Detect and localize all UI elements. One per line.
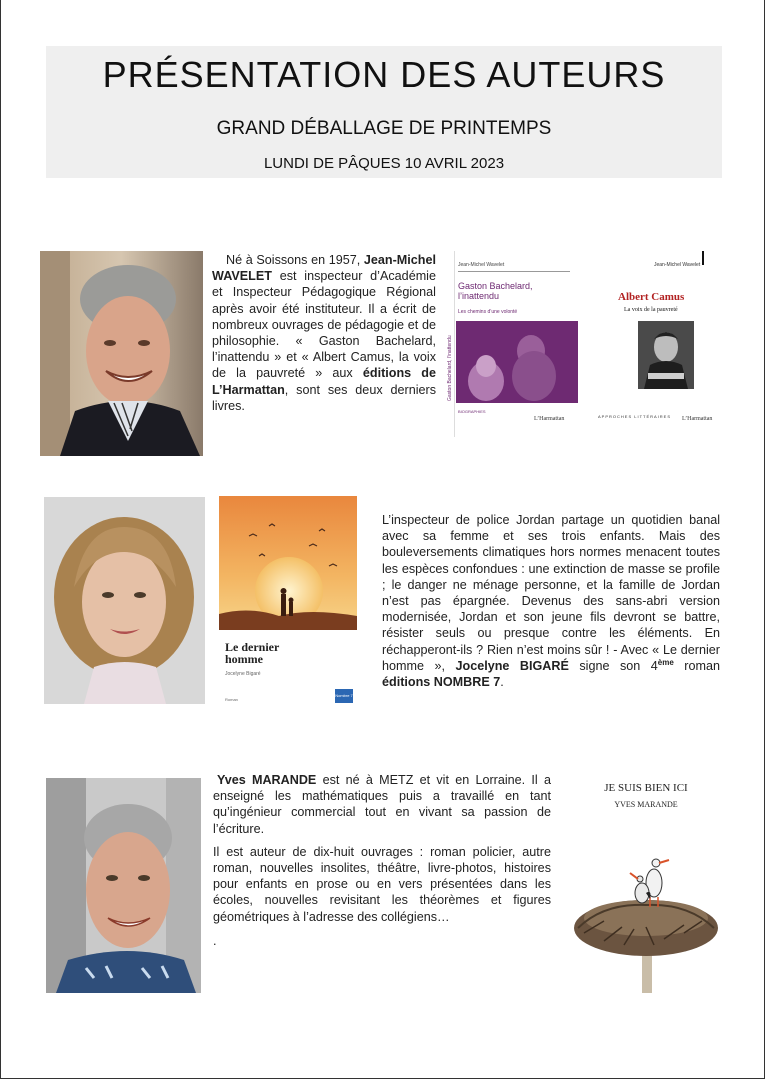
author-name: Jocelyne BIGARÉ bbox=[455, 658, 569, 673]
book-author: YVES MARANDE bbox=[614, 800, 678, 809]
book-title-line: Gaston Bachelard, bbox=[458, 281, 533, 291]
book-cover-je-suis-bien-ici bbox=[564, 772, 728, 993]
book-genre: Roman bbox=[225, 697, 238, 702]
event-date: LUNDI DE PÂQUES 10 AVRIL 2023 bbox=[263, 155, 505, 172]
book-author: Jean-Michel Wavelet bbox=[654, 262, 701, 268]
bio-text: Né à Soissons en 1957, bbox=[226, 253, 364, 267]
bio-text: est né à METZ et vit en Lorraine. Il a enseigné les mathématiques puis a travaillé en tant qu’ingénieur commercial tout en vivant sa passion de l’écriture. bbox=[213, 773, 551, 836]
book-cover-camus bbox=[594, 251, 716, 437]
publisher-name: éditions de L’Harmattan bbox=[212, 366, 436, 397]
book-publisher: L’Harmattan bbox=[534, 416, 565, 422]
author-name: Yves MARANDE bbox=[217, 773, 317, 787]
author-photo-bigare bbox=[44, 497, 205, 704]
book-publisher: Nombre 7 bbox=[335, 689, 353, 703]
bio-text: L’inspecteur de police Jordan partage un quotidien banal avec sa femme et ses trois enfants. Mais des bouleversements climatiques hors normes menacent toutes les espèces confondues : une extinction de masse se profile ; le danger ne ménage personne, et la famille de Jordan n’est pas épargnée. Devenus des sans-abri version modernisée, Jordan et son jeune fils devront se battre, résister seuls ou presque contre les éléments. En réchapperont-ils ? Rien n’est moins sûr ! - Avec « Le dernier homme », bbox=[382, 513, 720, 673]
author-bio-marande bbox=[213, 772, 551, 949]
book-publisher: L’Harmattan bbox=[682, 416, 713, 422]
book-title-line: l’inattendu bbox=[458, 291, 500, 301]
author-name: Jean-Michel WAVELET bbox=[212, 253, 436, 284]
header-banner bbox=[46, 46, 722, 178]
book-title bbox=[225, 641, 279, 665]
bio-text: Il est auteur de dix-huit ouvrages : roman policier, autre roman, nouvelles insolites, théâtre, livre-photos, histoires pour enfants en prose ou en vers présentées dans les écoles, nouvelles revisitant les théorèmes et figures géométriques à l’adresse des collégiens… bbox=[213, 844, 551, 924]
author-bio-bigare bbox=[382, 512, 720, 690]
author-photo-marande bbox=[46, 778, 201, 993]
book-cover-dernier-homme bbox=[219, 496, 357, 708]
bio-text: est inspecteur d’Académie et Inspecteur Pédagogique Régional après avoir été instituteur. Il a écrit de nombreux ouvrages de pédagogie et de philosophie. « Gaston Bachelard, l’inattendu » et « Albert Camus, la voix de la pauvreté » aux bbox=[212, 269, 436, 381]
book-subtitle: La voix de la pauvreté bbox=[624, 307, 678, 313]
book-series: BIOGRAPHIES bbox=[458, 409, 486, 414]
book-cover-bachelard bbox=[446, 251, 578, 437]
book-title bbox=[458, 281, 533, 301]
bio-text: signe son 4 bbox=[568, 658, 658, 673]
book-author: Jocelyne Bigaré bbox=[225, 671, 261, 677]
ordinal-suffix: ème bbox=[657, 657, 674, 667]
bio-text: . bbox=[500, 675, 504, 690]
book-title: JE SUIS BIEN ICI bbox=[604, 782, 688, 794]
book-title-line: Le dernier bbox=[225, 640, 280, 654]
book-author: Jean-Michel Wavelet bbox=[458, 262, 505, 268]
book-subtitle: Les chemins d’une volonté bbox=[458, 309, 518, 315]
page-title: PRÉSENTATION DES AUTEURS bbox=[102, 54, 666, 95]
publisher-name: éditions NOMBRE 7 bbox=[382, 675, 501, 690]
bio-text: , sont ses deux derniers livres. bbox=[212, 382, 436, 413]
author-bio-wavelet bbox=[212, 252, 436, 414]
page-subtitle: GRAND DÉBALLAGE DE PRINTEMPS bbox=[216, 118, 552, 139]
book-series: APPROCHES LITTÉRAIRES bbox=[598, 414, 672, 419]
book-spine: Gaston Bachelard, l’inattendu bbox=[447, 335, 453, 401]
bio-text: . bbox=[213, 933, 217, 948]
bio-text: roman bbox=[673, 658, 721, 673]
author-photo-wavelet bbox=[40, 251, 203, 456]
book-title-line: homme bbox=[225, 652, 263, 666]
book-title: Albert Camus bbox=[618, 291, 685, 303]
